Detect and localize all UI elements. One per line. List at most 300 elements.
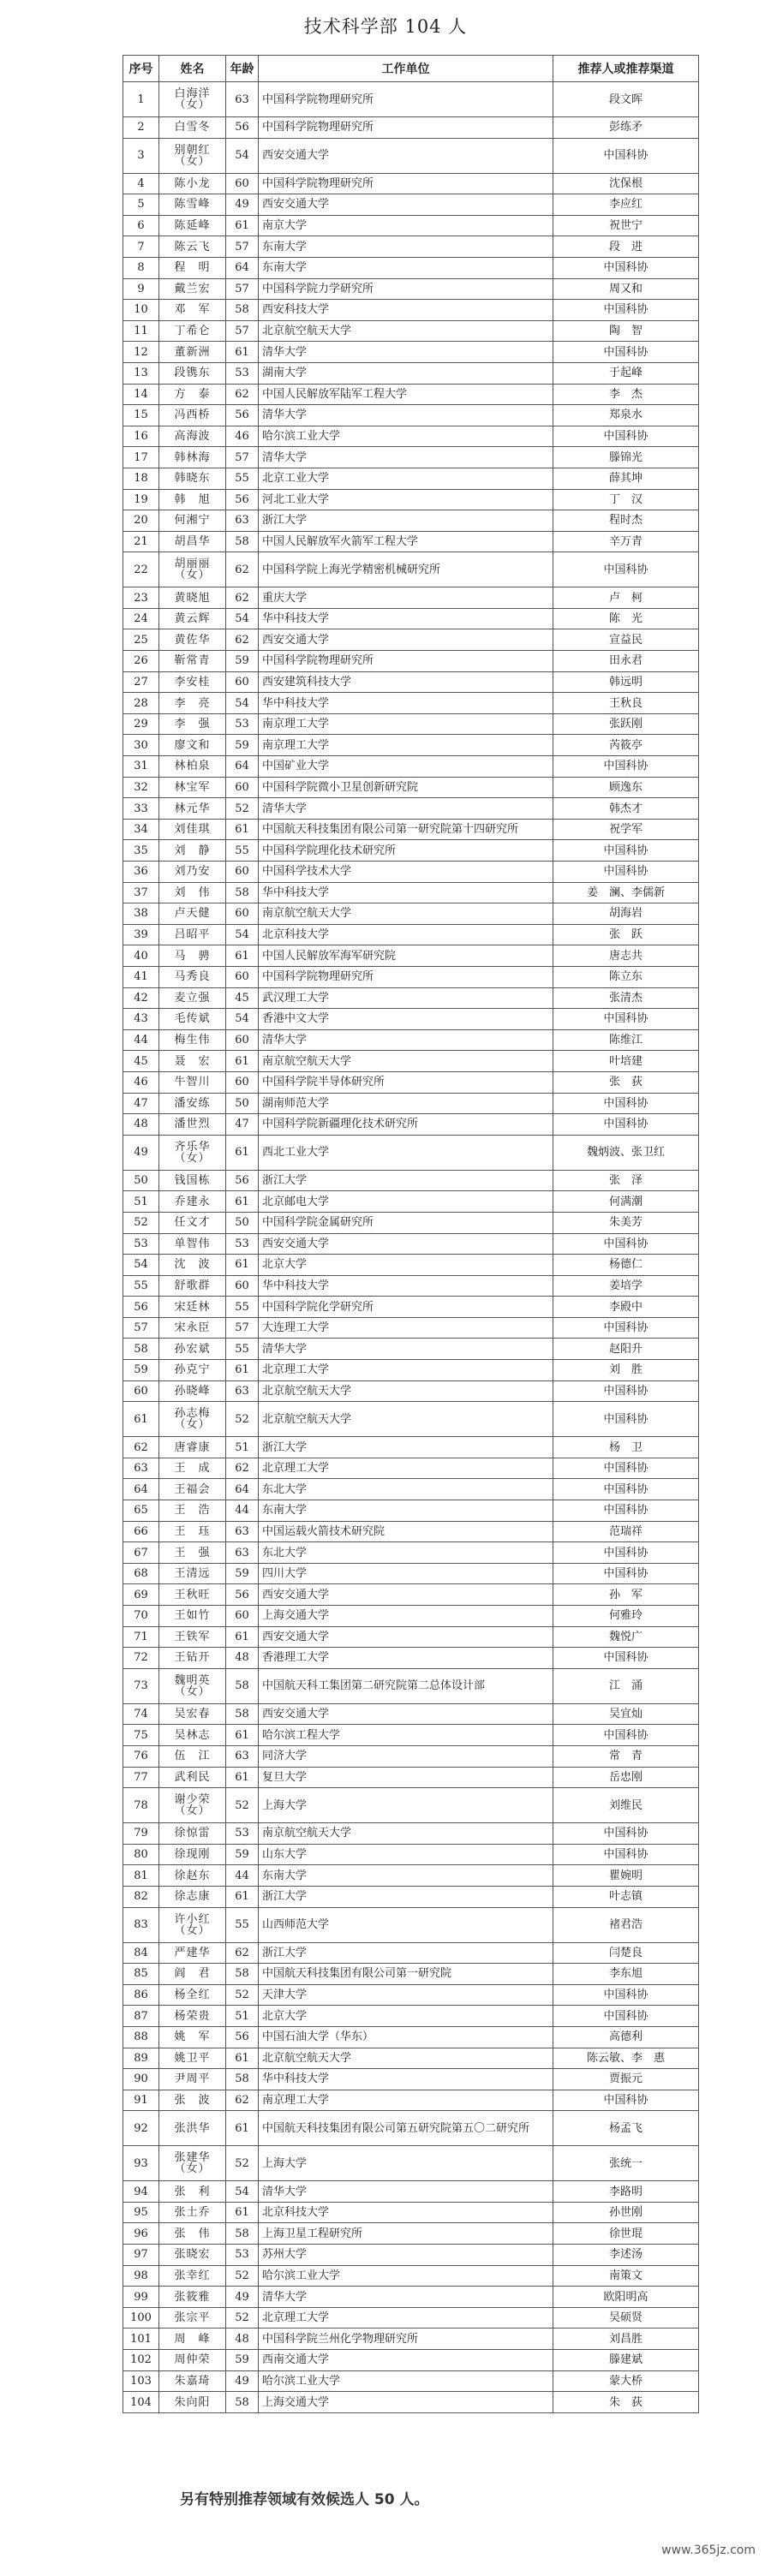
header-recommender: 推荐人或推荐渠道	[553, 56, 699, 82]
cell-name: 林宝军	[159, 777, 226, 798]
table-row	[123, 1648, 699, 1669]
cell-name: 胡昌华	[159, 531, 226, 552]
cell-num: 29	[123, 713, 159, 735]
table-row	[123, 82, 699, 117]
cell-age: 58	[226, 1668, 259, 1703]
cell-org: 上海交通大学	[259, 1606, 553, 1627]
cell-org: 清华大学	[259, 1029, 553, 1051]
cell-recommender: 闫楚良	[553, 1942, 699, 1964]
cell-num: 88	[123, 2026, 159, 2048]
cell-age: 61	[226, 1051, 259, 1072]
cell-org: 重庆大学	[259, 587, 553, 609]
table-row	[123, 1788, 699, 1823]
cell-age: 60	[226, 1275, 259, 1297]
cell-num: 70	[123, 1606, 159, 1627]
cell-recommender: 中国科协	[553, 1563, 699, 1584]
candidate-table	[123, 55, 698, 2413]
cell-num: 42	[123, 987, 159, 1009]
cell-age: 63	[226, 82, 259, 117]
cell-org: 中国科学院物理研究所	[259, 651, 553, 672]
table-row	[123, 2350, 699, 2371]
cell-name: 潘世烈	[159, 1114, 226, 1136]
cell-org: 大连理工大学	[259, 1317, 553, 1339]
cell-name: 王福会	[159, 1479, 226, 1500]
cell-age: 56	[226, 1170, 259, 1191]
cell-age: 44	[226, 1865, 259, 1887]
cell-name: 梅生伟	[159, 1029, 226, 1051]
cell-name: 朱向阳	[159, 2392, 226, 2413]
cell-recommender: 常 青	[553, 1745, 699, 1767]
cell-recommender: 中国科协	[553, 1479, 699, 1500]
table-row	[123, 2307, 699, 2329]
cell-name: 杨荣贵	[159, 2006, 226, 2027]
cell-name: 程 明	[159, 257, 226, 278]
cell-age: 62	[226, 1942, 259, 1964]
cell-age: 51	[226, 2006, 259, 2027]
cell-num: 55	[123, 1275, 159, 1297]
cell-num: 49	[123, 1135, 159, 1170]
table-row	[123, 1317, 699, 1339]
table-row	[123, 1767, 699, 1788]
cell-name: 乔建永	[159, 1191, 226, 1213]
cell-age: 61	[226, 1255, 259, 1276]
cell-name: 李安桂	[159, 671, 226, 693]
cell-age: 52	[226, 1788, 259, 1823]
table-row	[123, 1907, 699, 1942]
cell-num: 56	[123, 1297, 159, 1318]
table-row	[123, 756, 699, 778]
table-row	[123, 1297, 699, 1318]
cell-name: 徐惊雷	[159, 1823, 226, 1845]
cell-name: 韩晓东	[159, 468, 226, 489]
cell-name: 张 波	[159, 2090, 226, 2111]
table-row	[123, 117, 699, 139]
cell-age: 63	[226, 1380, 259, 1402]
cell-name: 马秀良	[159, 966, 226, 987]
cell-age: 55	[226, 1297, 259, 1318]
table-row	[123, 1212, 699, 1233]
cell-recommender: 江 涌	[553, 1668, 699, 1703]
cell-num: 69	[123, 1584, 159, 1606]
cell-org: 武汉理工大学	[259, 987, 553, 1009]
cell-age: 61	[226, 1725, 259, 1746]
cell-age: 61	[226, 2048, 259, 2069]
cell-age: 62	[226, 1458, 259, 1479]
cell-recommender: 沈保根	[553, 173, 699, 194]
cell-age: 63	[226, 1745, 259, 1767]
cell-name: 韩 旭	[159, 489, 226, 510]
cell-recommender: 魏悦广	[553, 1626, 699, 1648]
cell-recommender: 叶培建	[553, 1051, 699, 1072]
cell-num: 103	[123, 2370, 159, 2392]
cell-recommender: 唐志共	[553, 945, 699, 967]
table-row	[123, 1255, 699, 1276]
cell-age: 52	[226, 1984, 259, 2006]
cell-num: 40	[123, 945, 159, 967]
cell-name: 伍 江	[159, 1745, 226, 1767]
cell-recommender: 陈立东	[553, 966, 699, 987]
cell-name: 麦立强	[159, 987, 226, 1009]
table-row	[123, 1009, 699, 1030]
cell-recommender: 叶志镇	[553, 1886, 699, 1907]
table-row	[123, 1191, 699, 1213]
cell-org: 西安交通大学	[259, 194, 553, 216]
cell-org: 北京科技大学	[259, 2202, 553, 2223]
table-row	[123, 342, 699, 363]
cell-name: 黄云辉	[159, 608, 226, 629]
cell-age: 61	[226, 1767, 259, 1788]
cell-recommender: 周又和	[553, 278, 699, 300]
cell-org: 清华大学	[259, 1339, 553, 1360]
cell-org: 中国石油大学（华东）	[259, 2026, 553, 2048]
cell-recommender: 张 泽	[553, 1170, 699, 1191]
cell-org: 北京大学	[259, 1255, 553, 1276]
cell-num: 44	[123, 1029, 159, 1051]
table-row	[123, 1114, 699, 1136]
cell-num: 68	[123, 1563, 159, 1584]
cell-name: 卢天健	[159, 903, 226, 925]
table-row	[123, 1029, 699, 1051]
table-row	[123, 215, 699, 236]
cell-age: 57	[226, 236, 259, 258]
cell-recommender: 赵阳升	[553, 1339, 699, 1360]
table-row	[123, 2090, 699, 2111]
table-row	[123, 2265, 699, 2287]
table-row	[123, 1051, 699, 1072]
cell-name: 韩林海	[159, 447, 226, 468]
table-row	[123, 2026, 699, 2048]
cell-name: 张幸红	[159, 2265, 226, 2287]
cell-org: 湖南大学	[259, 362, 553, 384]
cell-org: 哈尔滨工业大学	[259, 426, 553, 447]
cell-num: 17	[123, 447, 159, 468]
cell-recommender: 张 荻	[553, 1071, 699, 1093]
cell-age: 53	[226, 362, 259, 384]
cell-age: 62	[226, 2090, 259, 2111]
table-row	[123, 651, 699, 672]
cell-recommender: 何雅玲	[553, 1606, 699, 1627]
cell-recommender: 朱美芳	[553, 1212, 699, 1233]
cell-num: 90	[123, 2069, 159, 2090]
cell-num: 46	[123, 1071, 159, 1093]
cell-recommender: 胡海岩	[553, 903, 699, 925]
cell-num: 86	[123, 1984, 159, 2006]
table-row	[123, 693, 699, 714]
cell-num: 104	[123, 2392, 159, 2413]
cell-num: 98	[123, 2265, 159, 2287]
cell-recommender: 陈 光	[553, 608, 699, 629]
cell-age: 53	[226, 2245, 259, 2266]
table-row	[123, 1703, 699, 1725]
cell-num: 5	[123, 194, 159, 216]
cell-recommender: 中国科协	[553, 1984, 699, 2006]
cell-org: 南京航空航天大学	[259, 1823, 553, 1845]
table-row	[123, 426, 699, 447]
cell-age: 54	[226, 693, 259, 714]
cell-num: 25	[123, 629, 159, 651]
cell-num: 32	[123, 777, 159, 798]
table-row	[123, 138, 699, 173]
cell-name: 张建华（女）	[159, 2146, 226, 2181]
table-row	[123, 2392, 699, 2413]
cell-age: 55	[226, 1907, 259, 1942]
cell-name: 何湘宁	[159, 510, 226, 532]
cell-name: 陈延峰	[159, 215, 226, 236]
cell-num: 41	[123, 966, 159, 987]
cell-name: 张洪华	[159, 2111, 226, 2146]
cell-num: 101	[123, 2329, 159, 2350]
cell-num: 57	[123, 1317, 159, 1339]
cell-age: 57	[226, 447, 259, 468]
cell-org: 东北大学	[259, 1542, 553, 1564]
cell-name: 沈 波	[159, 1255, 226, 1276]
cell-name: 段镌东	[159, 362, 226, 384]
table-row	[123, 2370, 699, 2392]
table-row	[123, 1339, 699, 1360]
cell-recommender: 杨孟飞	[553, 2111, 699, 2146]
cell-num: 96	[123, 2223, 159, 2245]
cell-name: 孙晓峰	[159, 1380, 226, 1402]
cell-num: 11	[123, 320, 159, 342]
table-row	[123, 1563, 699, 1584]
table-row	[123, 903, 699, 925]
cell-num: 91	[123, 2090, 159, 2111]
cell-org: 中国科学院物理研究所	[259, 966, 553, 987]
table-row	[123, 405, 699, 426]
cell-recommender: 南策文	[553, 2265, 699, 2287]
cell-org: 天津大学	[259, 1984, 553, 2006]
cell-org: 中国航天科工集团第二研究院第二总体设计部	[259, 1668, 553, 1703]
header-num: 序号	[123, 56, 159, 82]
cell-name: 张 伟	[159, 2223, 226, 2245]
footer-note: 另有特别推荐领域有效候选人 50 人。	[180, 2491, 429, 2508]
cell-name: 吴林志	[159, 1725, 226, 1746]
cell-age: 57	[226, 1317, 259, 1339]
cell-age: 59	[226, 651, 259, 672]
cell-org: 北京航空航天大学	[259, 1380, 553, 1402]
cell-recommender: 欧阳明高	[553, 2287, 699, 2308]
cell-org: 西安交通大学	[259, 1233, 553, 1255]
cell-org: 复旦大学	[259, 1767, 553, 1788]
table-row	[123, 236, 699, 258]
cell-org: 中国科学院微小卫星创新研究院	[259, 777, 553, 798]
cell-org: 中国航天科技集团有限公司第一研究院	[259, 1964, 553, 1985]
cell-name: 刘乃安	[159, 862, 226, 883]
cell-age: 62	[226, 587, 259, 609]
cell-name: 严建华	[159, 1942, 226, 1964]
cell-num: 10	[123, 300, 159, 321]
table-row	[123, 278, 699, 300]
cell-recommender: 中国科协	[553, 1317, 699, 1339]
cell-num: 13	[123, 362, 159, 384]
cell-name: 陈雪峰	[159, 194, 226, 216]
cell-recommender: 中国科协	[553, 756, 699, 778]
cell-recommender: 蒙大桥	[553, 2370, 699, 2392]
table-row	[123, 2006, 699, 2027]
cell-age: 62	[226, 384, 259, 405]
cell-org: 浙江大学	[259, 510, 553, 532]
cell-recommender: 中国科协	[553, 1402, 699, 1437]
cell-org: 北京大学	[259, 2006, 553, 2027]
table-row	[123, 2048, 699, 2069]
cell-age: 51	[226, 1437, 259, 1458]
table-row	[123, 798, 699, 820]
cell-num: 16	[123, 426, 159, 447]
cell-age: 61	[226, 945, 259, 967]
table-row	[123, 987, 699, 1009]
cell-age: 55	[226, 468, 259, 489]
cell-name: 李 亮	[159, 693, 226, 714]
cell-num: 59	[123, 1360, 159, 1381]
cell-recommender: 高德利	[553, 2026, 699, 2048]
cell-num: 21	[123, 531, 159, 552]
cell-name: 周 峰	[159, 2329, 226, 2350]
table-row	[123, 1233, 699, 1255]
cell-name: 张土乔	[159, 2202, 226, 2223]
cell-recommender: 褚君浩	[553, 1907, 699, 1942]
cell-recommender: 滕锦光	[553, 447, 699, 468]
cell-age: 54	[226, 608, 259, 629]
cell-org: 西安交通大学	[259, 629, 553, 651]
cell-age: 54	[226, 924, 259, 945]
cell-org: 哈尔滨工业大学	[259, 2265, 553, 2287]
cell-org: 西安建筑科技大学	[259, 671, 553, 693]
cell-name: 林元华	[159, 798, 226, 820]
cell-num: 3	[123, 138, 159, 173]
table-row	[123, 1964, 699, 1985]
cell-age: 49	[226, 2287, 259, 2308]
cell-age: 60	[226, 777, 259, 798]
cell-org: 中国航天科技集团有限公司第五研究院第五〇二研究所	[259, 2111, 553, 2146]
cell-name: 邓 军	[159, 300, 226, 321]
cell-org: 哈尔滨工业大学	[259, 2370, 553, 2392]
cell-age: 58	[226, 1964, 259, 1985]
cell-age: 58	[226, 531, 259, 552]
cell-age: 64	[226, 1479, 259, 1500]
cell-age: 49	[226, 2370, 259, 2392]
cell-recommender: 芮筱亭	[553, 735, 699, 756]
cell-age: 56	[226, 117, 259, 139]
cell-recommender: 陈维江	[553, 1029, 699, 1051]
cell-recommender: 中国科协	[553, 1380, 699, 1402]
table-row	[123, 194, 699, 216]
cell-name: 王 珏	[159, 1521, 226, 1542]
cell-recommender: 中国科协	[553, 1725, 699, 1746]
cell-name: 宋廷林	[159, 1297, 226, 1318]
cell-age: 61	[226, 342, 259, 363]
cell-name: 王钻开	[159, 1648, 226, 1669]
cell-recommender: 徐世琨	[553, 2223, 699, 2245]
table-row	[123, 587, 699, 609]
header-age: 年龄	[226, 56, 259, 82]
cell-age: 56	[226, 489, 259, 510]
cell-recommender: 中国科协	[553, 840, 699, 862]
cell-name: 毛传斌	[159, 1009, 226, 1030]
cell-name: 张筱雅	[159, 2287, 226, 2308]
table-row	[123, 1865, 699, 1887]
cell-org: 中国人民解放军陆军工程大学	[259, 384, 553, 405]
cell-name: 别朝红（女）	[159, 138, 226, 173]
cell-org: 湖南师范大学	[259, 1093, 553, 1114]
table-row	[123, 735, 699, 756]
cell-name: 聂 宏	[159, 1051, 226, 1072]
cell-num: 95	[123, 2202, 159, 2223]
cell-num: 37	[123, 882, 159, 903]
cell-recommender: 陶 智	[553, 320, 699, 342]
cell-recommender: 宣益民	[553, 629, 699, 651]
cell-age: 46	[226, 426, 259, 447]
cell-age: 56	[226, 1584, 259, 1606]
cell-org: 东南大学	[259, 1865, 553, 1887]
cell-age: 60	[226, 862, 259, 883]
cell-num: 72	[123, 1648, 159, 1669]
cell-age: 50	[226, 1212, 259, 1233]
cell-num: 4	[123, 173, 159, 194]
cell-recommender: 中国科协	[553, 138, 699, 173]
cell-num: 7	[123, 236, 159, 258]
cell-num: 84	[123, 1942, 159, 1964]
cell-org: 中国矿业大学	[259, 756, 553, 778]
cell-org: 山西师范大学	[259, 1907, 553, 1942]
cell-recommender: 张清杰	[553, 987, 699, 1009]
cell-org: 浙江大学	[259, 1942, 553, 1964]
cell-org: 清华大学	[259, 2287, 553, 2308]
cell-num: 35	[123, 840, 159, 862]
cell-age: 61	[226, 819, 259, 840]
cell-recommender: 祝学军	[553, 819, 699, 840]
cell-recommender: 中国科协	[553, 1648, 699, 1669]
cell-name: 冯西桥	[159, 405, 226, 426]
cell-org: 清华大学	[259, 798, 553, 820]
cell-name: 王如竹	[159, 1606, 226, 1627]
cell-age: 49	[226, 194, 259, 216]
table-row	[123, 300, 699, 321]
cell-name: 朱嘉琦	[159, 2370, 226, 2392]
cell-num: 28	[123, 693, 159, 714]
cell-name: 谢少荣（女）	[159, 1788, 226, 1823]
table-row	[123, 1437, 699, 1458]
cell-age: 60	[226, 903, 259, 925]
cell-age: 55	[226, 1339, 259, 1360]
table-row	[123, 840, 699, 862]
cell-org: 中国科学院金属研究所	[259, 1212, 553, 1233]
cell-org: 南京大学	[259, 215, 553, 236]
table-row	[123, 671, 699, 693]
cell-name: 孙宏斌	[159, 1339, 226, 1360]
table-row	[123, 320, 699, 342]
cell-name: 董新洲	[159, 342, 226, 363]
cell-num: 78	[123, 1788, 159, 1823]
cell-age: 56	[226, 405, 259, 426]
table-row	[123, 2223, 699, 2245]
table-row	[123, 2202, 699, 2223]
page-title: 技术科学部 104 人	[303, 16, 468, 37]
table-row	[123, 2245, 699, 2266]
table-row	[123, 2287, 699, 2308]
cell-name: 张 利	[159, 2181, 226, 2203]
cell-recommender: 中国科协	[553, 257, 699, 278]
table-row	[123, 1402, 699, 1437]
cell-name: 魏明英（女）	[159, 1668, 226, 1703]
cell-recommender: 姜 澜、李儒新	[553, 882, 699, 903]
table-row	[123, 384, 699, 405]
cell-name: 刘 静	[159, 840, 226, 862]
cell-org: 清华大学	[259, 2181, 553, 2203]
table-row	[123, 447, 699, 468]
cell-recommender: 中国科协	[553, 1233, 699, 1255]
table-row	[123, 1071, 699, 1093]
cell-recommender: 瞿婉明	[553, 1865, 699, 1887]
